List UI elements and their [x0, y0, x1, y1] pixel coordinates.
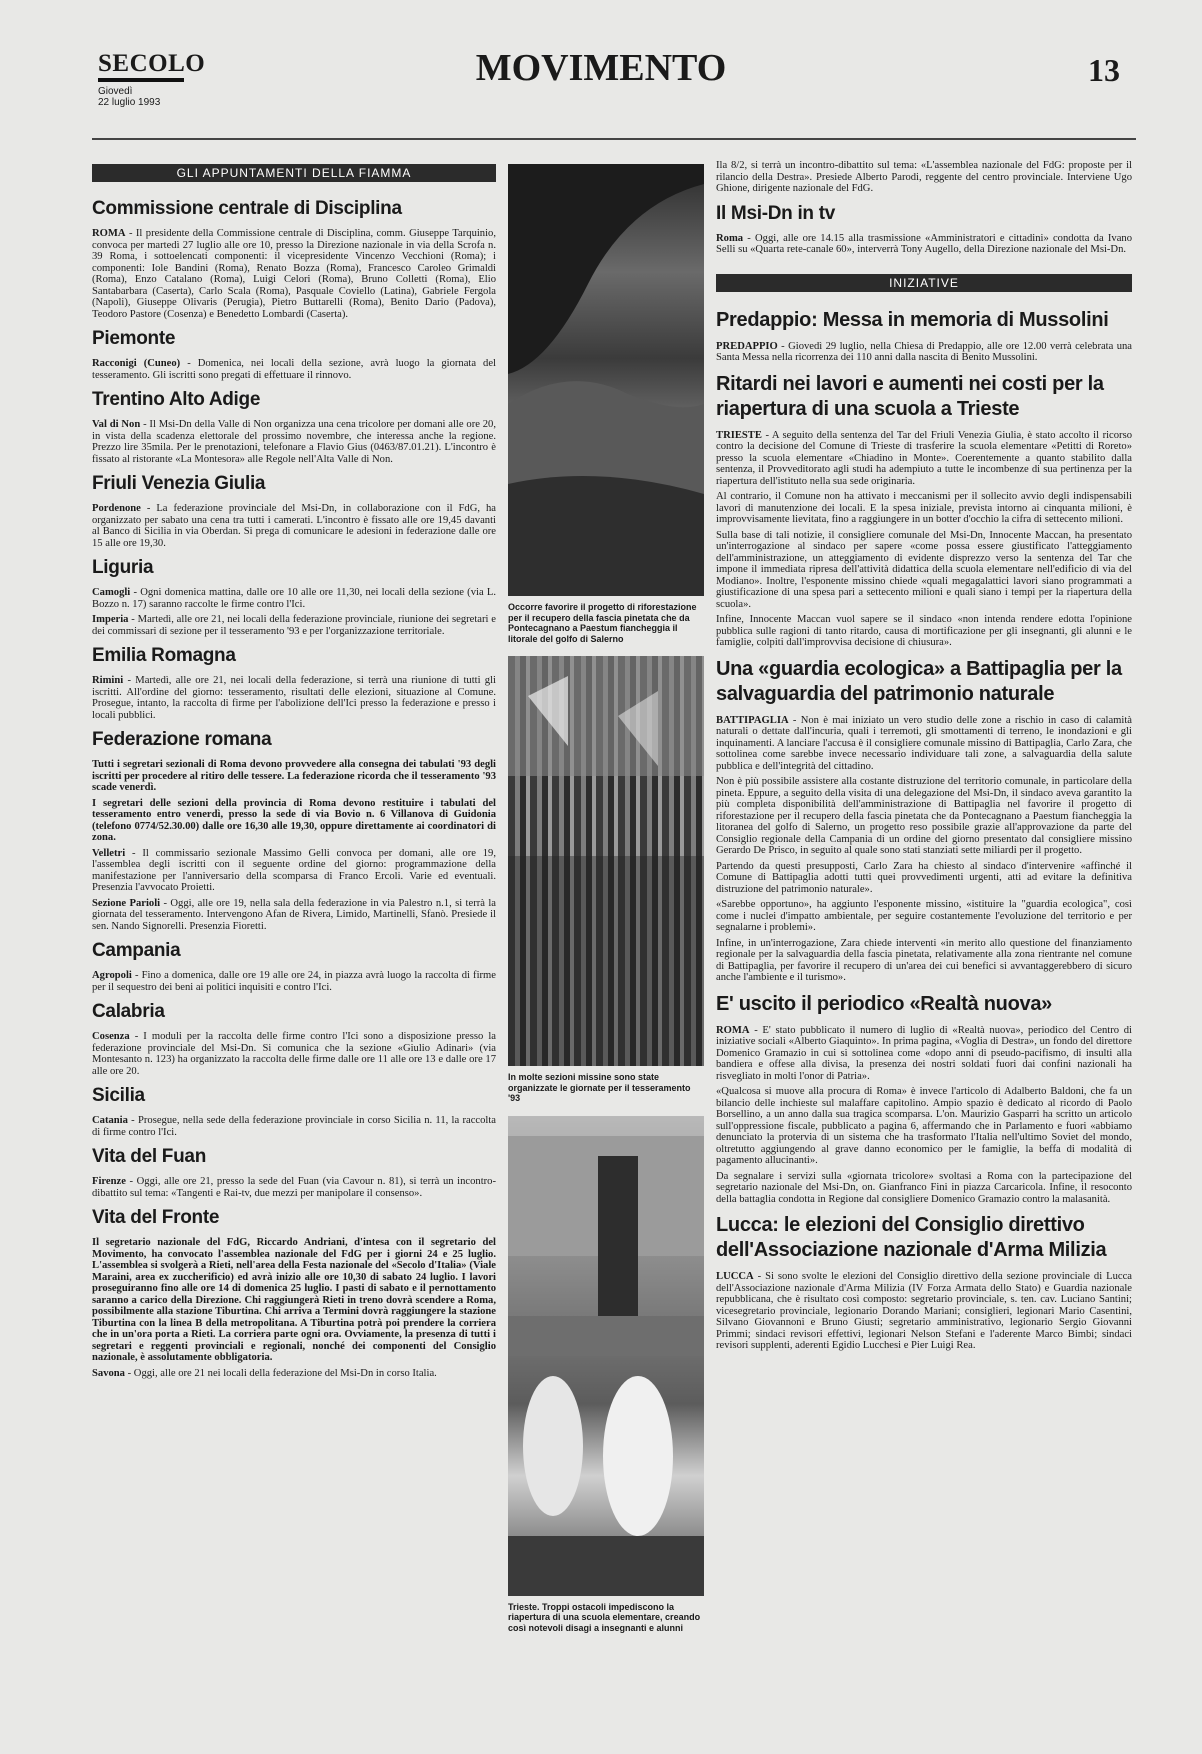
- article-paragraph: [716, 530, 1132, 611]
- article-paragraph: [92, 419, 496, 465]
- paragraph-text: - Il commissario sezionale Massimo Gelli convoca per domani, alle ore 19, l'assemblea degli iscritti con il seguente ordine del giorno: programmazione della manifestazione per l'anniversario della scomparsa di Franco Ercoli. Varie ed eventuali. Presenzia l'avvocato Proietti.: [92, 847, 496, 893]
- article-headline: Calabria: [92, 1001, 165, 1022]
- article-headline: Una «guardia ecologica» a Battipaglia per la salvaguardia del patrimonio naturale: [716, 657, 1122, 705]
- dateline: Catania: [92, 1115, 128, 1126]
- article-paragraph: [716, 1025, 1132, 1083]
- article-paragraph: [92, 798, 496, 844]
- article-paragraph: [716, 861, 1132, 896]
- articles-list: [716, 308, 1132, 1352]
- school-photo: [508, 1116, 704, 1596]
- article-paragraph: [92, 358, 496, 381]
- article-headline: Vita del Fronte: [92, 1207, 220, 1228]
- issue-day: Giovedì: [98, 86, 133, 97]
- article-paragraph: [716, 1086, 1132, 1167]
- paragraph-text: - Oggi, alle ore 19, nella sala della federazione in via Palestro n.1, si terrà la giornata del tesseramento. Intervengono Afan de Rivera, Limido, Martinelli, Sfanò. Presiede il sen. Nando Signorelli. Presenzia Fioretti.: [92, 897, 496, 932]
- paragraph-text: Sulla base di tali notizie, il consigliere comunale del Msi-Dn, Innocente Maccan, ha presentato un'interrogazione al sindaco per sapere «come possa essere giustificato l'atteggiamento dell'amministrazione, un atteggiamento di evidente disprezzo verso la sentenza del Tar che impone il immediata ripresa dell'attività didattica della scuola elementare nell'edificio di via del Modiano». Inoltre, l'esponente missino chiede «quali megagalattici lavori siano programmati a giustificazione di una spesa pari a settecento milioni e quali siano i tempi per la riapertura della scuola».: [716, 529, 1132, 610]
- paragraph-text: - Il presidente della Commissione centrale di Disciplina, comm. Giuseppe Tarquinio, convoca per martedì 27 luglio alle ore 10, presso la Direzione nazionale in via della Scrofa n. 39 Roma, i sottoelencati componenti: il vicepresidente Vincenzo Vecchioni (Roma); i componenti: Iole Bandini (Roma), Renato Bozza (Roma), Francesco Caroleo Grimaldi (Roma), Enzo Catalano (Roma), Luigi Celori (Roma), Bruno Colletti (Roma), Elio Santabarbara (Caserta), Carlo Scala (Roma), Pasquale Coviello (Latina), Gabriele Fergola (Napoli), Giuseppe Olivaris (Perugia), Pietro Buttarelli (Roma), Benito Dario (Padova), Teodoro Pastore (Cosenza) e Benedetto Lombardi (Caserta).: [92, 228, 496, 320]
- news-column: [716, 160, 1132, 1706]
- article-paragraph: [716, 341, 1132, 364]
- article-paragraph: [92, 1115, 496, 1138]
- dateline: Imperia: [92, 614, 129, 625]
- paragraph-text: - Oggi, alle ore 21 nei locali della federazione del Msi-Dn in corso Italia.: [124, 1367, 437, 1379]
- dateline: Pordenone: [92, 503, 141, 514]
- section-title: MOVIMENTO: [475, 47, 727, 89]
- page-number: 13: [1088, 52, 1120, 88]
- article-paragraph: [92, 587, 496, 610]
- paragraph-text: - Martedì, alle ore 21, nei locali della federazione, si terrà una riunione di tutti gli iscritti. All'ordine del giorno: tesseramento, risultati delle elezioni, situazione al Comune. Prosegue, intanto, la raccolta di firme per l'abolizione dell'Ici presso la federazione e presso i locali pubblici.: [92, 675, 496, 721]
- article-headline: Piemonte: [92, 328, 176, 349]
- article-headline: Il Msi-Dn in tv: [716, 202, 836, 224]
- dateline: Sezione Parioli: [92, 897, 161, 909]
- dateline: ROMA: [92, 228, 126, 239]
- newspaper-logo: SECOLO: [98, 50, 206, 77]
- dateline: Roma: [716, 232, 744, 244]
- dateline: Agropoli: [92, 970, 132, 981]
- paragraph-text: I segretari delle sezioni della provincia di Roma devono restituire i tabulati del tesseramento entro venerdì, presso la sede di via Bovio n. 6 Villanova di Guidonia (telefono 0774/52.30.00) dalle ore 16,30 alle 19,30, oppure direttamente ai coordinatori di zona.: [92, 797, 496, 843]
- dateline: Racconigi (Cuneo): [92, 358, 181, 369]
- paragraph-text: Tutti i segretari sezionali di Roma devono provvedere alla consegna dei tabulati '93 degli iscritti per procedere al ritiro delle tessere. La federazione ricorda che il tesseramento '93 scade venerdì.: [92, 759, 496, 793]
- article-headline: Ritardi nei lavori e aumenti nei costi per la riapertura di una scuola a Trieste: [716, 372, 1104, 420]
- paragraph-text: - Fino a domenica, dalle ore 19 alle ore 24, in piazza avrà luogo la raccolta di firme per il sequestro dei beni ai politici inquisiti e contro l'Ici.: [92, 970, 496, 993]
- article-paragraph: [716, 938, 1132, 984]
- section-band: INIZIATIVE: [716, 274, 1132, 292]
- paragraph-text: - I moduli per la raccolta delle firme contro l'Ici sono a disposizione presso la federazione provinciale del Msi-Dn. Si comunica che la sezione «Giulio Adinari» (via Montesanto n. 123) ha organizzato la raccolta delle firme dalle ore 11 alle ore 13 e dalle ore 17 alle ore 20.: [92, 1031, 496, 1077]
- crowd-photo-art: [508, 656, 704, 1066]
- appointments-column: [92, 146, 496, 1706]
- paragraph-text: - La federazione provinciale del Msi-Dn, in collaborazione con il FdG, ha organizzato per sabato una cena tra tutti i camerati. L'incontro è fissato alle ore 19,45 davanti al Banco di Sicilia in via Oberdan. Si prega di comunicare le adesioni in federazione dalle ore 15 alle ore 19,30.: [92, 503, 496, 549]
- paragraph-text: Partendo da questi presupposti, Carlo Zara ha chiesto al sindaco d'intervenire «affinché il Comune di Battipaglia adotti tutti quei provvedimenti urgenti, atti ad evitare la definitiva distruzione del patrimonio naturale».: [716, 860, 1132, 895]
- paragraph-text: Al contrario, il Comune non ha attivato i meccanismi per il sollecito avvio degli indispensabili lavori di manutenzione dei locali. E la spesa iniziale, prevista intorno ai cinquanta milioni, è improvvisamente lievitata, fino a raggiungere in un botter d'occhio la cifra di settecento milioni.: [716, 491, 1132, 525]
- article-headline: Emilia Romagna: [92, 645, 236, 666]
- crowd-photo: [508, 656, 704, 1066]
- article-paragraph: [92, 503, 496, 549]
- dateline: PREDAPPIO: [716, 340, 778, 352]
- photo-column: [508, 164, 704, 1706]
- article-paragraph: [92, 1176, 496, 1199]
- section-band: GLI APPUNTAMENTI DELLA FIAMMA: [92, 164, 496, 182]
- paragraph-text: - A seguito della sentenza del Tar del Friuli Venezia Giulia, è stato accolto il ricorso contro la decisione del Comune di Trieste di trasferire la scuola elementare «Petitti di Roreto» presso la scuola elementare «Chiadino in Monte». Coerentemente a quanto stabilito dalla sentenza, il Provveditorato agli studi ha adempiuto a tutte le incombenze di sua pertinenza per la riapertura dell'istituto nella sua sede originaria.: [716, 429, 1132, 487]
- article-paragraph: [92, 1031, 496, 1077]
- paragraph-text: - Non è mai iniziato un vero studio delle zone a rischio in caso di calamità naturali o dettate dall'incuria, quali i terremoti, gli smottamenti di terreno, le inondazioni e gli inquinamenti. A lanciare l'accusa è il consigliere comunale missino di Battipaglia, Carlo Zara, che sottolinea come sarebbe invece necessario individuare tali zone, a salvaguardia della salute pubblica e dell'integrità del cittadino.: [716, 714, 1132, 772]
- article-paragraph: [92, 759, 496, 794]
- paragraph-text: Infine, in un'interrogazione, Zara chiede interventi «in merito allo questione del finanziamento regionale per la salvaguardia della fascia pinetata, relativamente alla zona rientrante nel comune di Battipaglia, per favorire il recupero di un'area dei cui benefici si avvantaggerebbero di sicuro anche l'ambiente e il turismo».: [716, 937, 1132, 983]
- article-headline: Predappio: Messa in memoria di Mussolini: [716, 308, 1109, 331]
- dateline: ROMA: [716, 1024, 750, 1036]
- dateline: BATTIPAGLIA: [716, 714, 789, 726]
- dateline: Camogli: [92, 587, 131, 598]
- article-paragraph: [716, 233, 1132, 256]
- article-paragraph: [92, 898, 496, 933]
- paragraph-text: - Oggi, alle ore 14.15 alla trasmissione «Amministratori e cittadini» condotta da Ivano Selli su «Quarta rete-canale 60», interverrà Tony Augello, della Direzione nazionale del Msi-Dn.: [716, 232, 1132, 255]
- paragraph-text: - Ogni domenica mattina, dalle ore 10 alle ore 11,30, nei locali della sezione (via L. Bozzo n. 17) saranno raccolte le firme contro l'Ici.: [92, 587, 496, 610]
- paragraph-text: - Il Msi-Dn della Valle di Non organizza una cena tricolore per domani alle ore 20, in vista della scadenza elettorale del prossimo novembre, che interessa anche la regione. Prezzo lire 35mila. Per le prenotazioni, telefonare a Flavio Gius (0463/87.01.21). L'incontro è fissato al ristorante «La Montesora» alle Regole nell'Alta Valle di Non.: [92, 419, 496, 465]
- paragraph-text: Infine, Innocente Maccan vuol sapere se il sindaco «non intenda rendere edotta l'opinione pubblica sulle ragioni di tanto ritardo, causa di mortificazione per gli insegnanti, gli alunni e le famiglie, colpiti dall'improvvisa decisione di chiusura».: [716, 614, 1132, 648]
- dateline: Velletri: [92, 847, 126, 859]
- intro-paragraph: Ila 8/2, si terrà un incontro-dibattito sul tema: «L'assemblea nazionale del FdG: proposte per il rilancio della Destra». Presiede Alberto Parodi, reggente del centro provinciale. Interviene Ugo Ghione, dirigente nazionale del FdG.: [716, 160, 1132, 194]
- photo-caption: In molte sezioni missine sono state organizzate le giornate per il tesseramento '93: [508, 1072, 691, 1103]
- article-paragraph: [92, 228, 496, 320]
- article-paragraph: [92, 614, 496, 637]
- photo-caption: Occorre favorire il progetto di riforestazione per il recupero della fascia pinetata che da Pontecagnano a Paestum fiancheggia il litorale del golfo di Salerno: [508, 602, 697, 644]
- article-headline: Campania: [92, 940, 181, 961]
- article-headline: Friuli Venezia Giulia: [92, 473, 266, 494]
- paragraph-text: «Sarebbe opportuno», ha aggiunto l'esponente missino, «istituire la "guardia ecologica", così come i nuclei d'impatto ambientale, per seguire costantemente l'evoluzione del territorio e per segnalarne i problemi».: [716, 899, 1132, 933]
- dateline: Savona: [92, 1367, 125, 1379]
- paragraph-text: - E' stato pubblicato il numero di luglio di «Realtà nuova», periodico del Centro di iniziative sociali «Alberto Giaquinto». In prima pagina, «Voglia di Destra», un fondo del direttore Domenico Gramazio in cui si sottolinea come «dopo anni di pseudo-pacifismo, di insulti alla bandiera e offese alla divisa, la presenza dei nostri soldati fuori dai confini nazionali ha risvegliato in molti l'onor di Patria».: [716, 1024, 1132, 1082]
- paragraph-text: - Oggi, alle ore 21, presso la sede del Fuan (via Cavour n. 81), si terrà un incontro-dibattito sul tema: «Tangenti e Rai-tv, due mezzi per manipolare il consenso».: [92, 1176, 496, 1199]
- paragraph-text: Da segnalare i servizi sulla «giornata tricolore» svoltasi a Roma con la partecipazione del segretario nazionale del Msi-Dn, on. Gianfranco Fini in piazza Carcaricola. Infine, il resoconto della battaglia condotta in Regione dal consigliere Domenico Gramazio contro la malasanità.: [716, 1170, 1132, 1205]
- dateline: Val di Non: [92, 419, 141, 430]
- coast-photo: [508, 164, 704, 596]
- dateline: LUCCA: [716, 1271, 754, 1282]
- paragraph-text: Il segretario nazionale del FdG, Riccardo Andriani, d'intesa con il segretario del Movimento, ha convocato l'assemblea nazionale del FdG per i giorni 24 e 25 luglio. L'assemblea si svolgerà a Rieti, nell'area della Festa nazionale del «Secolo d'Italia» (Viale Maraini, area ex zuccherificio) ed avrà inizio alle ore 10,30 di sabato 24 luglio. I lavori proseguiranno fino alle ore 14 di domenica 25 luglio. I pasti di sabato e il pernottamento saranno a carico della Direzione. Chi raggiungerà Rieti in treno dovrà scendere a Roma, possibilmente alla stazione Tiburtina. Chi arriva a Termini dovrà raggiungere la stazione Tiburtina con la linea B della metropolitana. A Tiburtina potrà poi prendere la corriera che in un'ora porta a Rieti. La corriera parte ogni ora. Ovviamente, la presenza di tutti i segretari e reggenti provinciali e regionali, nonché dei componenti del Consiglio nazionale, è assolutamente obbligatoria.: [92, 1237, 496, 1363]
- article-paragraph: [92, 1237, 496, 1364]
- dateline: Cosenza: [92, 1031, 130, 1042]
- article-paragraph: [716, 776, 1132, 857]
- paragraph-text: - Prosegue, nella sede della federazione provinciale in corso Sicilia n. 11, la raccolta di firme contro l'Ici.: [92, 1115, 496, 1138]
- header-rule: [92, 138, 1136, 140]
- article-paragraph: [716, 1171, 1132, 1206]
- dateline: Firenze: [92, 1176, 126, 1187]
- article-paragraph: [716, 491, 1132, 526]
- coast-photo-art: [508, 164, 704, 596]
- article-paragraph: [716, 614, 1132, 649]
- dateline: TRIESTE: [716, 429, 762, 441]
- article-headline: Vita del Fuan: [92, 1146, 206, 1167]
- article-paragraph: [716, 899, 1132, 934]
- paragraph-text: - Martedì, alle ore 21, nei locali della federazione provinciale, riunione dei segretari e dei commissari di sezione per il tesseramento '93 e per l'organizzazione territoriale.: [92, 614, 496, 637]
- article-headline: Lucca: le elezioni del Consiglio direttivo dell'Associazione nazionale d'Arma Milizia: [716, 1214, 1107, 1261]
- article-headline: Commissione centrale di Disciplina: [92, 198, 402, 219]
- article-headline: Trentino Alto Adige: [92, 389, 261, 410]
- paragraph-text: - Si sono svolte le elezioni del Consiglio direttivo della sezione provinciale di Lucca dell'Associazione nazionale d'Arma Milizia (IV Forza Armata dello Stato) e Guardia nazionale repubblicana, che è risultato così composto: segretario provinciale, s. ten. cav. Luciano Santini; vicesegretario provinciale, legionario Dorando Mariani; consiglieri, legionari Mario Casentini, Silvano Giovannoni e Bruno Giusti; segretario amministrativo, legionario Sergio Giovanni Primmi; sindaci revisori effettivi, legionari Nelson Stefani e l'aderente Marco Bimbi; sindaci revisori supplenti, aderenti Egidio Lucchesi e Pier Luigi Rea.: [716, 1271, 1132, 1351]
- article-paragraph: [716, 1271, 1132, 1352]
- article-paragraph: [716, 430, 1132, 488]
- article-headline: Liguria: [92, 557, 154, 578]
- paragraph-text: - Domenica, nei locali della sezione, avrà luogo la giornata del tesseramento. Gli iscritti sono pregati di effettuare il rinnovo.: [92, 358, 496, 381]
- article-paragraph: [92, 970, 496, 993]
- paragraph-text: «Qualcosa si muove alla procura di Roma» è invece l'articolo di Adalberto Baldoni, che fa un bilancio delle inchieste sul malaffare capitolino. Ampio spazio è dedicato al ricordo di Paolo Borsellino, a un anno dalla sua tragica scomparsa. L'on. Maurizio Gasparri ha scritto un articolo sull'oppressione fiscale, pubblicato a pagina 6, affermando che in Parlamento e fuori «abbiamo denunciato la protervia di un sistema che ha trasformato l'Italia nell'ultimo Soviet del mondo, oltretutto aggiungendo al grave danno economico per le famiglie, la beffa di modalità di pagamento allucinanti».: [716, 1086, 1132, 1166]
- article-headline: Federazione romana: [92, 729, 272, 750]
- issue-date-text: 22 luglio 1993: [98, 97, 161, 108]
- appointments-list: [92, 198, 496, 1379]
- article-headline: Sicilia: [92, 1085, 145, 1106]
- school-photo-art: [508, 1116, 704, 1596]
- dateline: Rimini: [92, 675, 124, 686]
- article-headline: E' uscito il periodico «Realtà nuova»: [716, 992, 1052, 1015]
- photo-caption: Trieste. Troppi ostacoli impediscono la riapertura di una scuola elementare, creando così notevoli disagi a insegnanti e alunni: [508, 1601, 701, 1633]
- article-paragraph: [92, 1368, 496, 1380]
- article-paragraph: [716, 715, 1132, 773]
- article-paragraph: [92, 848, 496, 894]
- paragraph-text: Non è più possibile assistere alla costante distruzione del territorio comunale, in particolare della pineta. Eppure, a seguito della visita di una delegazione del Msi-Dn, il sindaco aveva garantito la più completa disponibilità dell'amministrazione di Battipaglia nel favorire il progetto di riforestazione per il recupero della fascia pinetata che da Pontecagnano a Paestum fiancheggia la litoranea del golfo di Salerno, un progetto reso possibile grazie all'approvazione da parte del Consiglio regionale della Campania di un ordine del giorno presentato dal consigliere missino Gerardo De Prisco, in seguito al quale sono stati stanziati sette miliardi per il progetto.: [716, 776, 1132, 856]
- article-paragraph: [92, 675, 496, 721]
- paragraph-text: - Giovedì 29 luglio, nella Chiesa di Predappio, alle ore 12.00 verrà celebrata una Santa Messa nella ricorrenza dei 110 anni dalla nascita di Benito Mussolini.: [716, 340, 1132, 363]
